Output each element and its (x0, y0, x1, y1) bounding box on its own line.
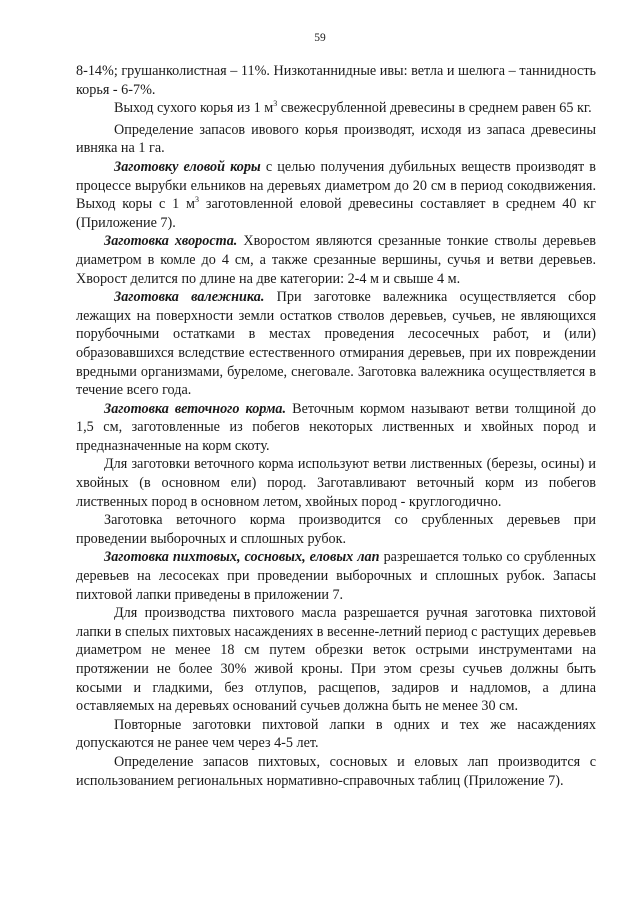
paragraph-text: Определение запасов пихтовых, сосновых и еловых лап производится с использованием региональных нормативно-справочных таблиц (Приложение 7). (76, 753, 596, 789)
paragraph-fir-oil (76, 604, 596, 716)
paragraph-willow-reserves (76, 121, 596, 158)
superscript: 3 (273, 99, 278, 109)
paragraph-text: Веточным кормом называют ветви толщиной до 1,5 см, заготовленные из побегов некоторых лиственных и хвойных пород и предназначенные на корм скоту. (76, 400, 596, 454)
paragraph-spruce-bark (76, 158, 596, 232)
paragraph-text: с целью получения дубильных веществ производят в процессе вырубки ельников на деревьях диаметром до 20 см в период сокодвижения. Выход коры с 1 м (76, 158, 597, 213)
paragraph-heading: Заготовка веточного корма. (104, 400, 287, 417)
superscript: 3 (195, 195, 200, 205)
paragraph-text: разрешается только со срубленных деревьев на лесосеках при проведении выборочных и сплошных рубок. Запасы пихтовой лапки приведены в приложении 7. (76, 549, 596, 603)
paragraph-text: заготовленной еловой древесины составляет в среднем 40 кг (Приложение 7). (76, 196, 596, 231)
paragraph-text: свежесрубленной древесины в среднем равен 65 кг. (277, 100, 592, 117)
paragraph-text: 8-14%; грушанколистная – 11%. Низкотаннидные ивы: ветла и шелюга – таннидность корья - 6-7%. (76, 63, 596, 98)
paragraph-heading: Заготовку еловой коры (114, 158, 261, 175)
paragraph-text: Хворостом являются срезанные тонкие стволы деревьев диаметром в комле до 4 см, а также срезанные вершины, сучья и ветви деревьев. Хворост делится по длине на две категории: 2-4 м и свыше 4 м. (76, 233, 597, 287)
page-number: 59 (314, 32, 326, 44)
paragraph-fodder-felling (76, 511, 596, 548)
paragraph-deadwood (76, 288, 596, 400)
paragraph-text: Заготовка веточного корма производится со срубленных деревьев при проведении выборочных и сплошных рубок. (76, 512, 596, 547)
paragraph-heading: Заготовка пихтовых, сосновых, еловых лап (104, 549, 380, 566)
paragraph-text: Для заготовки веточного корма используют ветви лиственных (березы, осины) и хвойных (в основном ели) пород. Заготавливают веточный корм из побегов лиственных пород в основном летом, хвойных пород - круглогодично. (76, 456, 596, 510)
paragraph-text: При заготовке валежника осуществляется сбор лежащих на поверхности земли остатков стволов деревьев, сучьев, не являющихся порубочными остатками в местах проведения лесосечных работ, и (или) образовавшихся вследствие естественного отмирания деревьев, при их повреждении вредными организмами, буреломе, снеговале. Заготовка валежника осуществляется в течение всего года. (76, 289, 596, 399)
paragraph-brushwood (76, 232, 596, 288)
paragraph-branch-reserves (76, 753, 596, 790)
paragraph-heading: Заготовка хвороста. (104, 233, 238, 250)
paragraph-twig-fodder (76, 400, 596, 456)
paragraph-repeat-harvest (76, 716, 596, 753)
paragraph-text: Для производства пихтового масла разрешается ручная заготовка пихтовой лапки в спелых пихтовых насаждениях в весенне-летний период с растущих деревьев диаметром не менее 18 см путем обрезки веток острыми инструментами на протяжении не более 30% живой кроны. При этом срезы сучьев должны быть косыми и гладкими, без отлупов, расщепов, задиров и надломов, а длина оставляемых на деревьях оснований сучьев должна быть не менее 30 см. (76, 605, 597, 715)
paragraph-text: Выход сухого корья из 1 м (114, 100, 274, 117)
paragraph-fodder-species (76, 455, 596, 511)
paragraph-willow-tannin (76, 62, 596, 99)
paragraph-heading: Заготовка валежника. (114, 289, 265, 306)
paragraph-bark-yield (76, 99, 596, 118)
paragraph-conifer-branches (76, 548, 596, 604)
paragraph-text: Определение запасов ивового корья производят, исходя из запаса древесины ивняка на 1 га. (76, 121, 596, 157)
paragraph-text: Повторные заготовки пихтовой лапки в одних и тех же насаждениях допускаются не ранее чем через 4-5 лет. (76, 716, 596, 752)
body-text (76, 62, 596, 790)
